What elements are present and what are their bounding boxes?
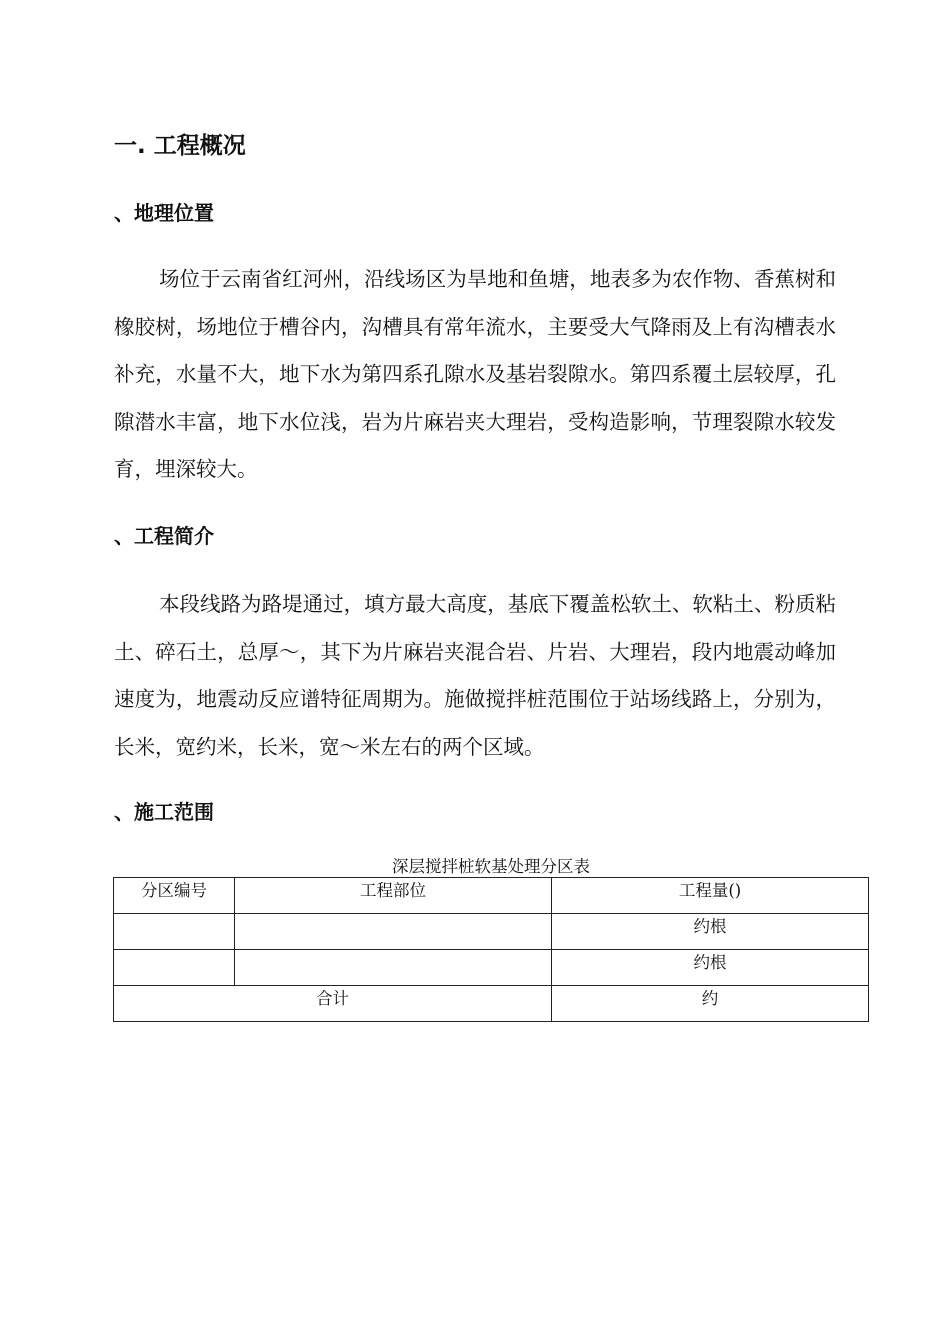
table-total-row xyxy=(114,986,869,1022)
table-cell xyxy=(235,950,552,986)
table-caption: 深层搅拌桩软基处理分区表 xyxy=(392,857,590,876)
section-title-scope: 、施工范围 xyxy=(114,800,214,824)
table-cell: 约根 xyxy=(552,914,869,950)
main-heading: 一. 工程概况 xyxy=(114,133,246,159)
section-title-overview: 、工程简介 xyxy=(114,524,214,548)
section-body-location: 场位于云南省红河州，沿线场区为旱地和鱼塘，地表多为农作物、香蕉树和橡胶树，场地位于槽谷内，沟槽具有常年流水，主要受大气降雨及上有沟槽表水补充，水量不大，地下水为第四系孔隙水及基岩裂隙水。第四系覆土层较厚，孔隙潜水丰富，地下水位浅，岩为片麻岩夹大理岩，受构造影响，节理裂隙水较发育，埋深较大。 xyxy=(114,267,836,481)
table-row xyxy=(114,950,869,986)
table-row xyxy=(114,914,869,950)
section-title-location: 、地理位置 xyxy=(114,201,214,225)
total-value: 约 xyxy=(552,986,869,1022)
section-body-overview: 本段线路为路堤通过，填方最大高度，基底下覆盖松软土、软粘土、粉质粘土、碎石土，总厚～，其下为片麻岩夹混合岩、片岩、大理岩，段内地震动峰加速度为，地震动反应谱特征周期为。施做搅拌桩范围位于站场线路上，分别为，长米，宽约米，长米，宽～米左右的两个区域。 xyxy=(114,592,836,759)
table-cell: 约根 xyxy=(552,950,869,986)
table-cell xyxy=(114,914,235,950)
table-header-row xyxy=(114,878,869,914)
total-label: 合计 xyxy=(114,986,552,1022)
table-cell xyxy=(114,950,235,986)
header-zone-number: 分区编号 xyxy=(114,878,235,914)
zone-table xyxy=(113,877,869,1022)
header-work-quantity: 工程量() xyxy=(552,878,869,914)
header-work-location: 工程部位 xyxy=(235,878,552,914)
table-cell xyxy=(235,914,552,950)
